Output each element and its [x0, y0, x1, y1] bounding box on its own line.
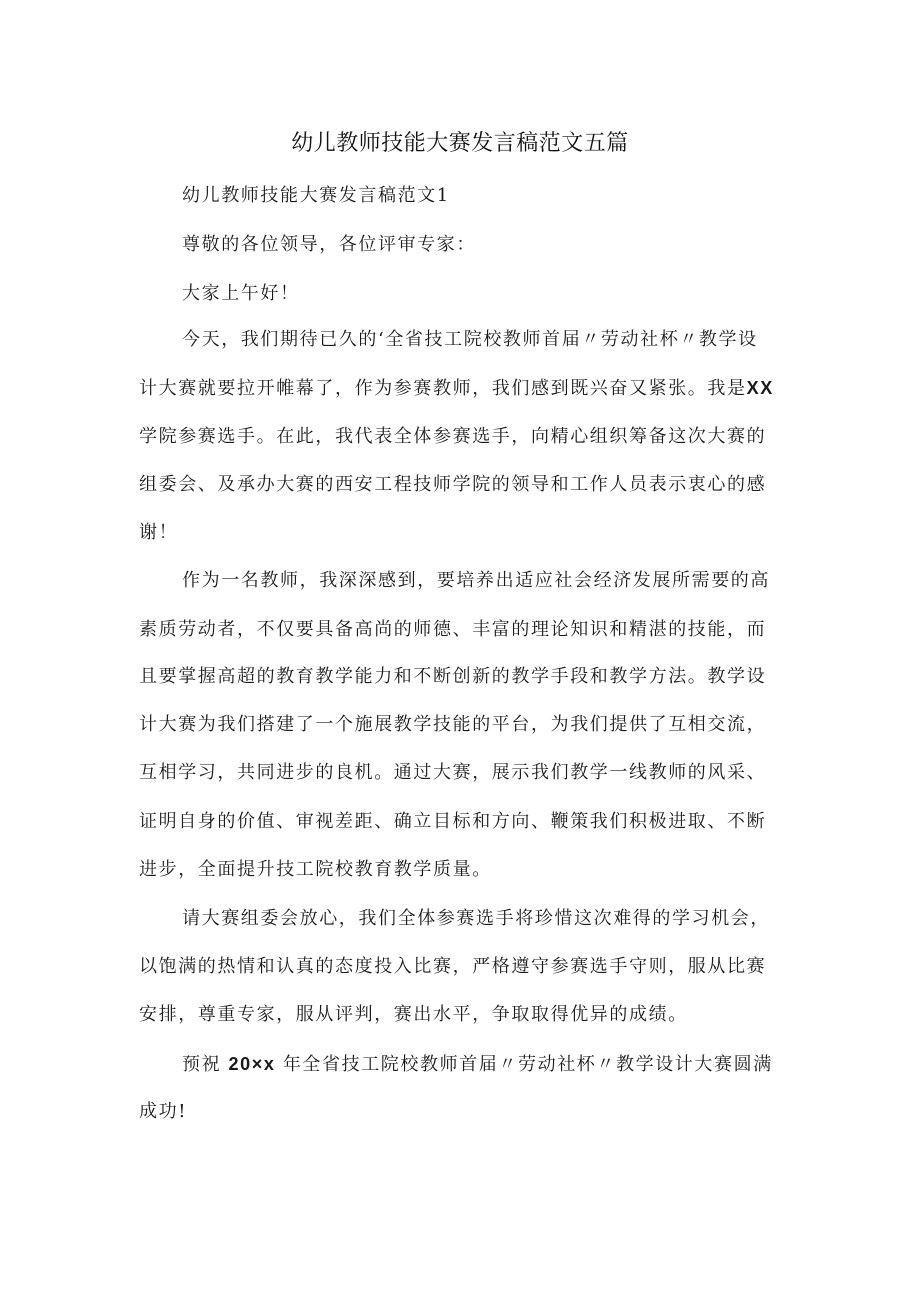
paragraph-1-line-1: 今天，我们期待已久的‘全省技工院校教师首届〃劳动社杯〃教学设 [182, 329, 758, 350]
paragraph-1-line-5: 谢！ [139, 522, 179, 543]
greeting-line: 尊敬的各位领导，各位评审专家： [182, 234, 476, 255]
paragraph-2-line-5: 互相学习，共同进步的良机。通过大赛，展示我们教学一线教师的风采、 [139, 762, 767, 783]
paragraph-1-bold-xx: XX [746, 378, 774, 398]
paragraph-4-line-2: 成功! [139, 1101, 188, 1122]
section-subtitle: 幼儿教师技能大赛发言稿范文1 [182, 185, 450, 206]
paragraph-3-line-3: 安排，尊重专家，服从评判，赛出水平，争取取得优异的成绩。 [139, 1004, 688, 1025]
paragraph-2-line-3: 且要掌握高超的教育教学能力和不断创新的教学手段和教学方法。教学设 [139, 666, 767, 687]
paragraph-1-line-2-text: 计大赛就要拉开帷幕了，作为参赛教师，我们感到既兴奋又紧张。我是 [139, 378, 747, 399]
paragraph-4-prefix: 预祝 [182, 1054, 222, 1075]
salutation-line: 大家上午好！ [182, 283, 300, 304]
paragraph-4-line-1 [182, 1051, 773, 1078]
paragraph-2-line-4: 计大赛为我们搭建了一个施展教学技能的平台，为我们提供了互相交流， [139, 714, 767, 735]
paragraph-2-line-2: 素质劳动者，不仅要具备高尚的师德、丰富的理论知识和精湛的技能，而 [139, 619, 767, 640]
paragraph-4-year: 20×x [228, 1054, 276, 1074]
paragraph-1-line-4: 组委会、及承办大赛的西安工程技师学院的领导和工作人员表示衷心的感 [139, 474, 767, 495]
paragraph-3-line-2: 以饱满的热情和认真的态度投入比赛，严格遵守参赛选手守则，服从比赛 [139, 956, 767, 977]
paragraph-2-line-6: 证明自身的价值、审视差距、确立目标和方向、鞭策我们积极进取、不断 [139, 811, 767, 832]
paragraph-3-line-1: 请大赛组委会放心，我们全体参赛选手将珍惜这次难得的学习机会， [182, 908, 770, 929]
paragraph-4-rest: 年全省技工院校教师首届〃劳动社杯〃教学设计大赛圆满 [282, 1054, 773, 1075]
paragraph-2-line-7: 进步，全面提升技工院校教育教学质量。 [139, 859, 492, 880]
document-title: 幼儿教师技能大赛发言稿范文五篇 [291, 131, 629, 156]
paragraph-1-line-3: 学院参赛选手。在此，我代表全体参赛选手，向精心组织筹备这次大赛的 [139, 426, 767, 447]
paragraph-2-line-1: 作为一名教师，我深深感到，要培养出适应社会经济发展所需要的高 [182, 570, 770, 591]
paragraph-1-line-2 [139, 375, 774, 402]
